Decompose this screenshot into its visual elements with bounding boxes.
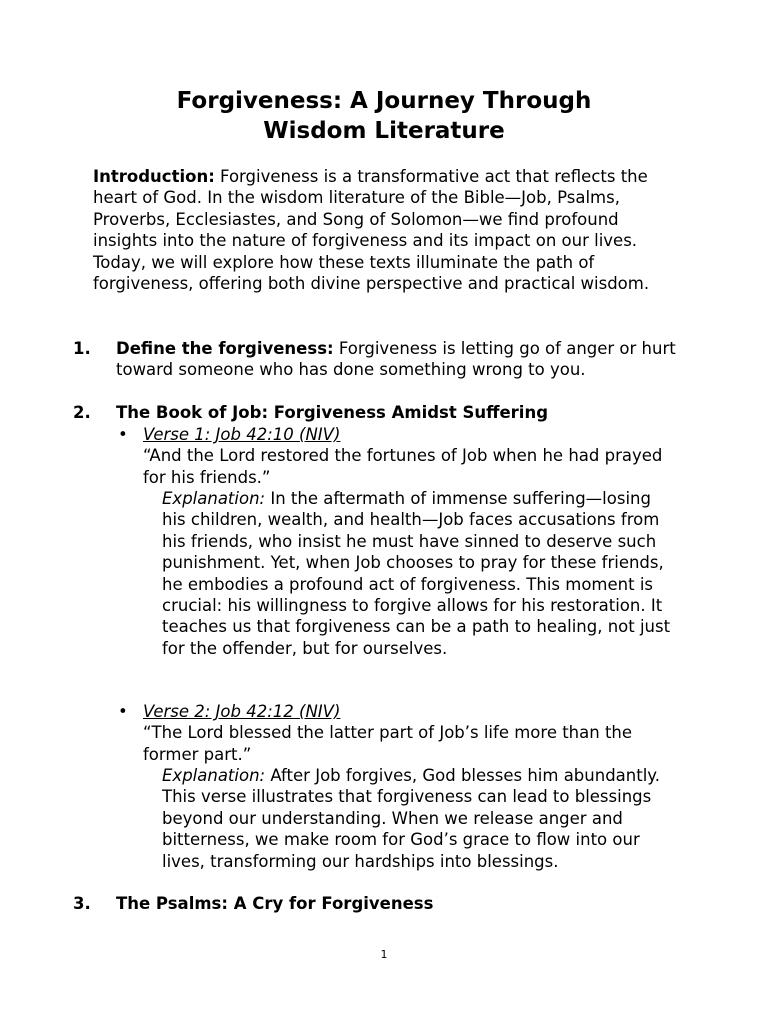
title-line-2: Wisdom Literature	[263, 118, 505, 144]
introduction-paragraph	[93, 166, 683, 294]
title-line-1: Forgiveness: A Journey Through	[176, 88, 592, 114]
verse-explanation-2	[162, 765, 674, 872]
page-number: 1	[380, 948, 388, 961]
verse-reference: Verse 2: Job 42:12 (NIV)	[143, 702, 341, 721]
explanation-text: After Job forgives, God blesses him abundantly. This verse illustrates that forgiveness can lead to blessings beyond our understanding. When we release anger and bitterness, we make room for God’s grace to flow into our lives, transforming our hardships into blessings.	[162, 766, 660, 871]
verse-reference: Verse 1: Job 42:10 (NIV)	[143, 425, 341, 444]
list-number-2: 2.	[73, 403, 91, 422]
verse-block-1	[143, 424, 673, 488]
explanation-label: Explanation:	[162, 766, 266, 785]
explanation-text: In the aftermath of immense suffering—losing his children, wealth, and health—Job faces accusations from his friends, who insist he must have sinned to deserve such punishment. Yet, when Job chooses to pray for these friends, he embodies a profound act of forgiveness. This moment is crucial: his willingness to forgive allows for his restoration. It teaches us that forgiveness can be a path to healing, not just for the offender, but for ourselves.	[162, 489, 671, 658]
verse-quote: “And the Lord restored the fortunes of Job when he had prayed for his friends.”	[143, 446, 663, 487]
list-item-heading: Define the forgiveness:	[116, 339, 334, 358]
verse-block-2	[143, 701, 673, 765]
introduction-text: Forgiveness is a transformative act that reflects the heart of God. In the wisdom literature of the Bible—Job, Psalms, Proverbs, Ecclesiastes, and Song of Solomon—we find profound insights into the nature of forgiveness and its impact on our lives. Today, we will explore how these texts illuminate the path of forgiveness, offering both divine perspective and practical wisdom.	[93, 167, 650, 294]
list-item-book-of-job: The Book of Job: Forgiveness Amidst Suffering	[116, 403, 549, 422]
list-item-text: Forgiveness is letting go of anger or hurt toward someone who has done something wrong to you.	[116, 339, 676, 380]
bullet-marker: •	[118, 702, 128, 721]
explanation-label: Explanation:	[162, 489, 266, 508]
document-title	[0, 86, 768, 146]
verse-quote: “The Lord blessed the latter part of Job’s life more than the former part.”	[143, 723, 633, 764]
bullet-marker: •	[118, 425, 128, 444]
list-number-3: 3.	[73, 894, 91, 913]
verse-explanation-1	[162, 488, 674, 659]
list-item-psalms: The Psalms: A Cry for Forgiveness	[116, 894, 434, 913]
introduction-label: Introduction:	[93, 167, 215, 186]
list-number-1: 1.	[73, 339, 91, 358]
list-item-define-forgiveness	[116, 338, 676, 381]
